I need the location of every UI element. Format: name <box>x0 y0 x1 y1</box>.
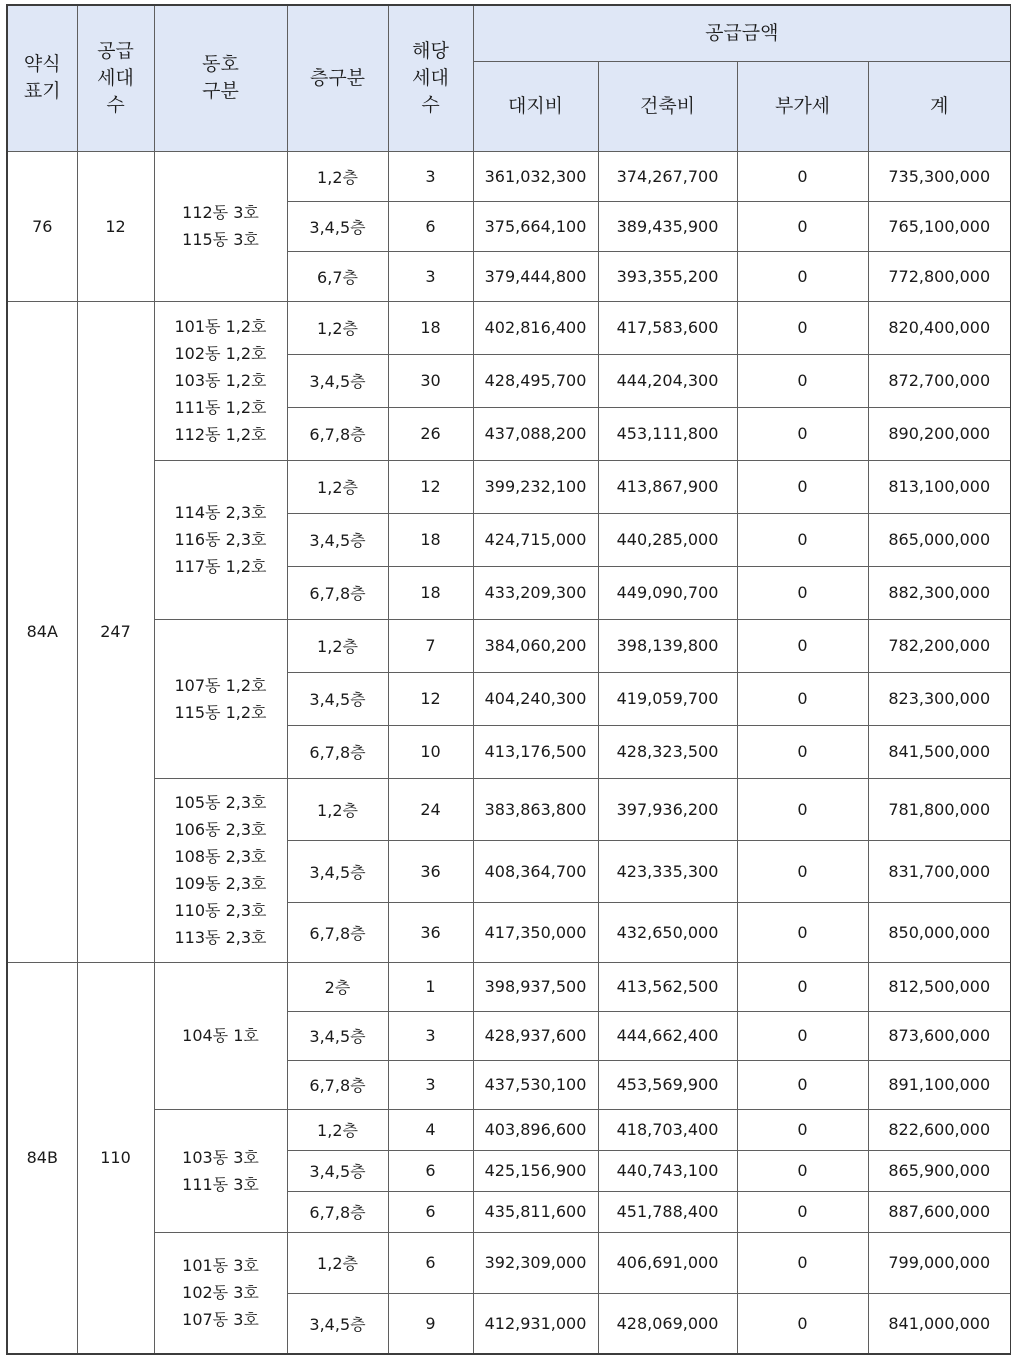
land-cost-cell: 379,444,800 <box>473 251 598 301</box>
total-cell: 850,000,000 <box>868 902 1011 962</box>
building-cost-cell: 397,936,200 <box>598 778 737 840</box>
table-row <box>7 301 1011 354</box>
total-cell: 882,300,000 <box>868 566 1011 619</box>
land-cost-cell: 384,060,200 <box>473 619 598 672</box>
building-cost-cell: 440,743,100 <box>598 1150 737 1191</box>
vat-cell: 0 <box>737 778 868 840</box>
total-cell: 872,700,000 <box>868 354 1011 407</box>
vat-cell: 0 <box>737 407 868 460</box>
header-units: 해당 세대 수 <box>388 5 473 151</box>
header-type: 약식 표기 <box>7 5 77 151</box>
supply-price-table <box>6 4 1011 1355</box>
total-cell: 813,100,000 <box>868 460 1011 513</box>
floor-cell: 1,2층 <box>287 1232 388 1293</box>
units-cell: 10 <box>388 725 473 778</box>
dong-ho-line: 108동 2,3호 <box>174 847 267 866</box>
land-cost-cell: 403,896,600 <box>473 1109 598 1150</box>
dong-ho-cell <box>154 151 287 301</box>
table-row <box>7 1109 1011 1150</box>
total-cell: 831,700,000 <box>868 840 1011 902</box>
building-cost-cell: 423,335,300 <box>598 840 737 902</box>
total-cell: 887,600,000 <box>868 1191 1011 1232</box>
dong-ho-line: 101동 1,2호 <box>174 317 267 336</box>
header-land: 대지비 <box>473 61 598 151</box>
type-cell: 84A <box>7 301 77 962</box>
land-cost-cell: 435,811,600 <box>473 1191 598 1232</box>
vat-cell: 0 <box>737 672 868 725</box>
building-cost-cell: 398,139,800 <box>598 619 737 672</box>
dong-ho-line: 114동 2,3호 <box>174 503 267 522</box>
units-cell: 36 <box>388 902 473 962</box>
building-cost-cell: 374,267,700 <box>598 151 737 201</box>
dong-ho-line: 111동 1,2호 <box>174 398 267 417</box>
vat-cell: 0 <box>737 725 868 778</box>
table-row <box>7 778 1011 840</box>
land-cost-cell: 428,495,700 <box>473 354 598 407</box>
dong-ho-line: 115동 1,2호 <box>174 702 267 722</box>
floor-cell: 1,2층 <box>287 619 388 672</box>
building-cost-cell: 413,867,900 <box>598 460 737 513</box>
floor-cell: 1,2층 <box>287 460 388 513</box>
dong-ho-line: 107동 1,2호 <box>174 675 267 695</box>
units-cell: 24 <box>388 778 473 840</box>
total-cell: 772,800,000 <box>868 251 1011 301</box>
units-cell: 9 <box>388 1293 473 1354</box>
vat-cell: 0 <box>737 460 868 513</box>
vat-cell: 0 <box>737 1109 868 1150</box>
units-cell: 6 <box>388 201 473 251</box>
dong-ho-cell <box>154 619 287 778</box>
units-cell: 12 <box>388 672 473 725</box>
floor-cell: 2층 <box>287 962 388 1011</box>
floor-cell: 3,4,5층 <box>287 672 388 725</box>
total-cell: 820,400,000 <box>868 301 1011 354</box>
dong-ho-line: 112동 1,2호 <box>174 425 267 444</box>
header-building: 건축비 <box>598 61 737 151</box>
header-vat: 부가세 <box>737 61 868 151</box>
vat-cell: 0 <box>737 201 868 251</box>
total-cell: 891,100,000 <box>868 1060 1011 1109</box>
building-cost-cell: 417,583,600 <box>598 301 737 354</box>
land-cost-cell: 383,863,800 <box>473 778 598 840</box>
vat-cell: 0 <box>737 151 868 201</box>
building-cost-cell: 393,355,200 <box>598 251 737 301</box>
dong-ho-line: 103동 3호 <box>182 1147 259 1167</box>
dong-ho-line: 117동 1,2호 <box>174 557 267 576</box>
land-cost-cell: 428,937,600 <box>473 1011 598 1060</box>
land-cost-cell: 437,088,200 <box>473 407 598 460</box>
dong-ho-line: 101동 3호 <box>182 1256 259 1276</box>
units-cell: 7 <box>388 619 473 672</box>
land-cost-cell: 408,364,700 <box>473 840 598 902</box>
total-cell: 841,500,000 <box>868 725 1011 778</box>
units-cell: 3 <box>388 1011 473 1060</box>
building-cost-cell: 406,691,000 <box>598 1232 737 1293</box>
units-cell: 3 <box>388 1060 473 1109</box>
total-cell: 873,600,000 <box>868 1011 1011 1060</box>
total-cell: 812,500,000 <box>868 962 1011 1011</box>
floor-cell: 1,2층 <box>287 778 388 840</box>
total-cell: 782,200,000 <box>868 619 1011 672</box>
land-cost-cell: 424,715,000 <box>473 513 598 566</box>
land-cost-cell: 433,209,300 <box>473 566 598 619</box>
units-cell: 6 <box>388 1232 473 1293</box>
floor-cell: 1,2층 <box>287 1109 388 1150</box>
vat-cell: 0 <box>737 1191 868 1232</box>
building-cost-cell: 444,662,400 <box>598 1011 737 1060</box>
vat-cell: 0 <box>737 1150 868 1191</box>
units-cell: 6 <box>388 1191 473 1232</box>
units-cell: 1 <box>388 962 473 1011</box>
table-row <box>7 962 1011 1011</box>
land-cost-cell: 375,664,100 <box>473 201 598 251</box>
building-cost-cell: 453,569,900 <box>598 1060 737 1109</box>
building-cost-cell: 453,111,800 <box>598 407 737 460</box>
total-cell: 865,000,000 <box>868 513 1011 566</box>
floor-cell: 1,2층 <box>287 151 388 201</box>
units-cell: 36 <box>388 840 473 902</box>
dong-ho-line: 103동 1,2호 <box>174 371 267 390</box>
floor-cell: 1,2층 <box>287 301 388 354</box>
dong-ho-line: 107동 3호 <box>182 1310 259 1330</box>
vat-cell: 0 <box>737 619 868 672</box>
vat-cell: 0 <box>737 962 868 1011</box>
dong-ho-line: 113동 2,3호 <box>174 928 267 947</box>
header-total: 계 <box>868 61 1011 151</box>
dong-ho-cell <box>154 1109 287 1232</box>
floor-cell: 3,4,5층 <box>287 201 388 251</box>
total-cell: 781,800,000 <box>868 778 1011 840</box>
table-row <box>7 1232 1011 1293</box>
building-cost-cell: 444,204,300 <box>598 354 737 407</box>
building-cost-cell: 440,285,000 <box>598 513 737 566</box>
units-cell: 18 <box>388 513 473 566</box>
building-cost-cell: 449,090,700 <box>598 566 737 619</box>
supply-units-cell: 110 <box>77 962 154 1354</box>
land-cost-cell: 417,350,000 <box>473 902 598 962</box>
floor-cell: 6,7,8층 <box>287 566 388 619</box>
land-cost-cell: 437,530,100 <box>473 1060 598 1109</box>
table-row <box>7 619 1011 672</box>
vat-cell: 0 <box>737 513 868 566</box>
total-cell: 735,300,000 <box>868 151 1011 201</box>
supply-units-cell: 12 <box>77 151 154 301</box>
dong-ho-cell <box>154 460 287 619</box>
building-cost-cell: 432,650,000 <box>598 902 737 962</box>
land-cost-cell: 392,309,000 <box>473 1232 598 1293</box>
units-cell: 26 <box>388 407 473 460</box>
land-cost-cell: 412,931,000 <box>473 1293 598 1354</box>
units-cell: 18 <box>388 566 473 619</box>
units-cell: 3 <box>388 151 473 201</box>
floor-cell: 6,7,8층 <box>287 902 388 962</box>
header-amount: 공급금액 <box>473 5 1011 61</box>
total-cell: 765,100,000 <box>868 201 1011 251</box>
dong-ho-line: 109동 2,3호 <box>174 874 267 893</box>
land-cost-cell: 361,032,300 <box>473 151 598 201</box>
units-cell: 4 <box>388 1109 473 1150</box>
vat-cell: 0 <box>737 1232 868 1293</box>
building-cost-cell: 419,059,700 <box>598 672 737 725</box>
floor-cell: 3,4,5층 <box>287 1011 388 1060</box>
land-cost-cell: 404,240,300 <box>473 672 598 725</box>
type-cell: 84B <box>7 962 77 1354</box>
dong-ho-line: 112동 3호 <box>182 203 259 222</box>
dong-ho-line: 104동 1호 <box>182 1026 259 1045</box>
dong-ho-cell <box>154 962 287 1109</box>
land-cost-cell: 425,156,900 <box>473 1150 598 1191</box>
building-cost-cell: 451,788,400 <box>598 1191 737 1232</box>
table-body <box>7 151 1011 1354</box>
header-floor: 층구분 <box>287 5 388 151</box>
table-row <box>7 151 1011 201</box>
total-cell: 823,300,000 <box>868 672 1011 725</box>
dong-ho-line: 110동 2,3호 <box>174 901 267 920</box>
vat-cell: 0 <box>737 1293 868 1354</box>
total-cell: 822,600,000 <box>868 1109 1011 1150</box>
header-dong-ho: 동호 구분 <box>154 5 287 151</box>
units-cell: 3 <box>388 251 473 301</box>
vat-cell: 0 <box>737 1011 868 1060</box>
vat-cell: 0 <box>737 840 868 902</box>
dong-ho-cell <box>154 1232 287 1354</box>
vat-cell: 0 <box>737 301 868 354</box>
total-cell: 799,000,000 <box>868 1232 1011 1293</box>
units-cell: 30 <box>388 354 473 407</box>
dong-ho-line: 111동 3호 <box>182 1174 259 1194</box>
type-cell: 76 <box>7 151 77 301</box>
land-cost-cell: 398,937,500 <box>473 962 598 1011</box>
land-cost-cell: 413,176,500 <box>473 725 598 778</box>
dong-ho-line: 105동 2,3호 <box>174 793 267 812</box>
floor-cell: 3,4,5층 <box>287 840 388 902</box>
building-cost-cell: 413,562,500 <box>598 962 737 1011</box>
vat-cell: 0 <box>737 1060 868 1109</box>
land-cost-cell: 399,232,100 <box>473 460 598 513</box>
dong-ho-line: 106동 2,3호 <box>174 820 267 839</box>
building-cost-cell: 428,323,500 <box>598 725 737 778</box>
total-cell: 841,000,000 <box>868 1293 1011 1354</box>
total-cell: 865,900,000 <box>868 1150 1011 1191</box>
header-supply-units: 공급 세대 수 <box>77 5 154 151</box>
floor-cell: 3,4,5층 <box>287 513 388 566</box>
vat-cell: 0 <box>737 354 868 407</box>
building-cost-cell: 389,435,900 <box>598 201 737 251</box>
floor-cell: 6,7층 <box>287 251 388 301</box>
floor-cell: 6,7,8층 <box>287 407 388 460</box>
dong-ho-line: 116동 2,3호 <box>174 530 267 549</box>
floor-cell: 3,4,5층 <box>287 1150 388 1191</box>
dong-ho-line: 102동 1,2호 <box>174 344 267 363</box>
dong-ho-cell <box>154 301 287 460</box>
dong-ho-cell <box>154 778 287 962</box>
dong-ho-line: 115동 3호 <box>182 230 259 249</box>
land-cost-cell: 402,816,400 <box>473 301 598 354</box>
dong-ho-line: 102동 3호 <box>182 1283 259 1303</box>
vat-cell: 0 <box>737 902 868 962</box>
supply-units-cell: 247 <box>77 301 154 962</box>
table-row <box>7 460 1011 513</box>
units-cell: 18 <box>388 301 473 354</box>
floor-cell: 6,7,8층 <box>287 1191 388 1232</box>
building-cost-cell: 418,703,400 <box>598 1109 737 1150</box>
total-cell: 890,200,000 <box>868 407 1011 460</box>
units-cell: 12 <box>388 460 473 513</box>
vat-cell: 0 <box>737 566 868 619</box>
floor-cell: 6,7,8층 <box>287 1060 388 1109</box>
floor-cell: 3,4,5층 <box>287 1293 388 1354</box>
floor-cell: 6,7,8층 <box>287 725 388 778</box>
building-cost-cell: 428,069,000 <box>598 1293 737 1354</box>
units-cell: 6 <box>388 1150 473 1191</box>
floor-cell: 3,4,5층 <box>287 354 388 407</box>
vat-cell: 0 <box>737 251 868 301</box>
